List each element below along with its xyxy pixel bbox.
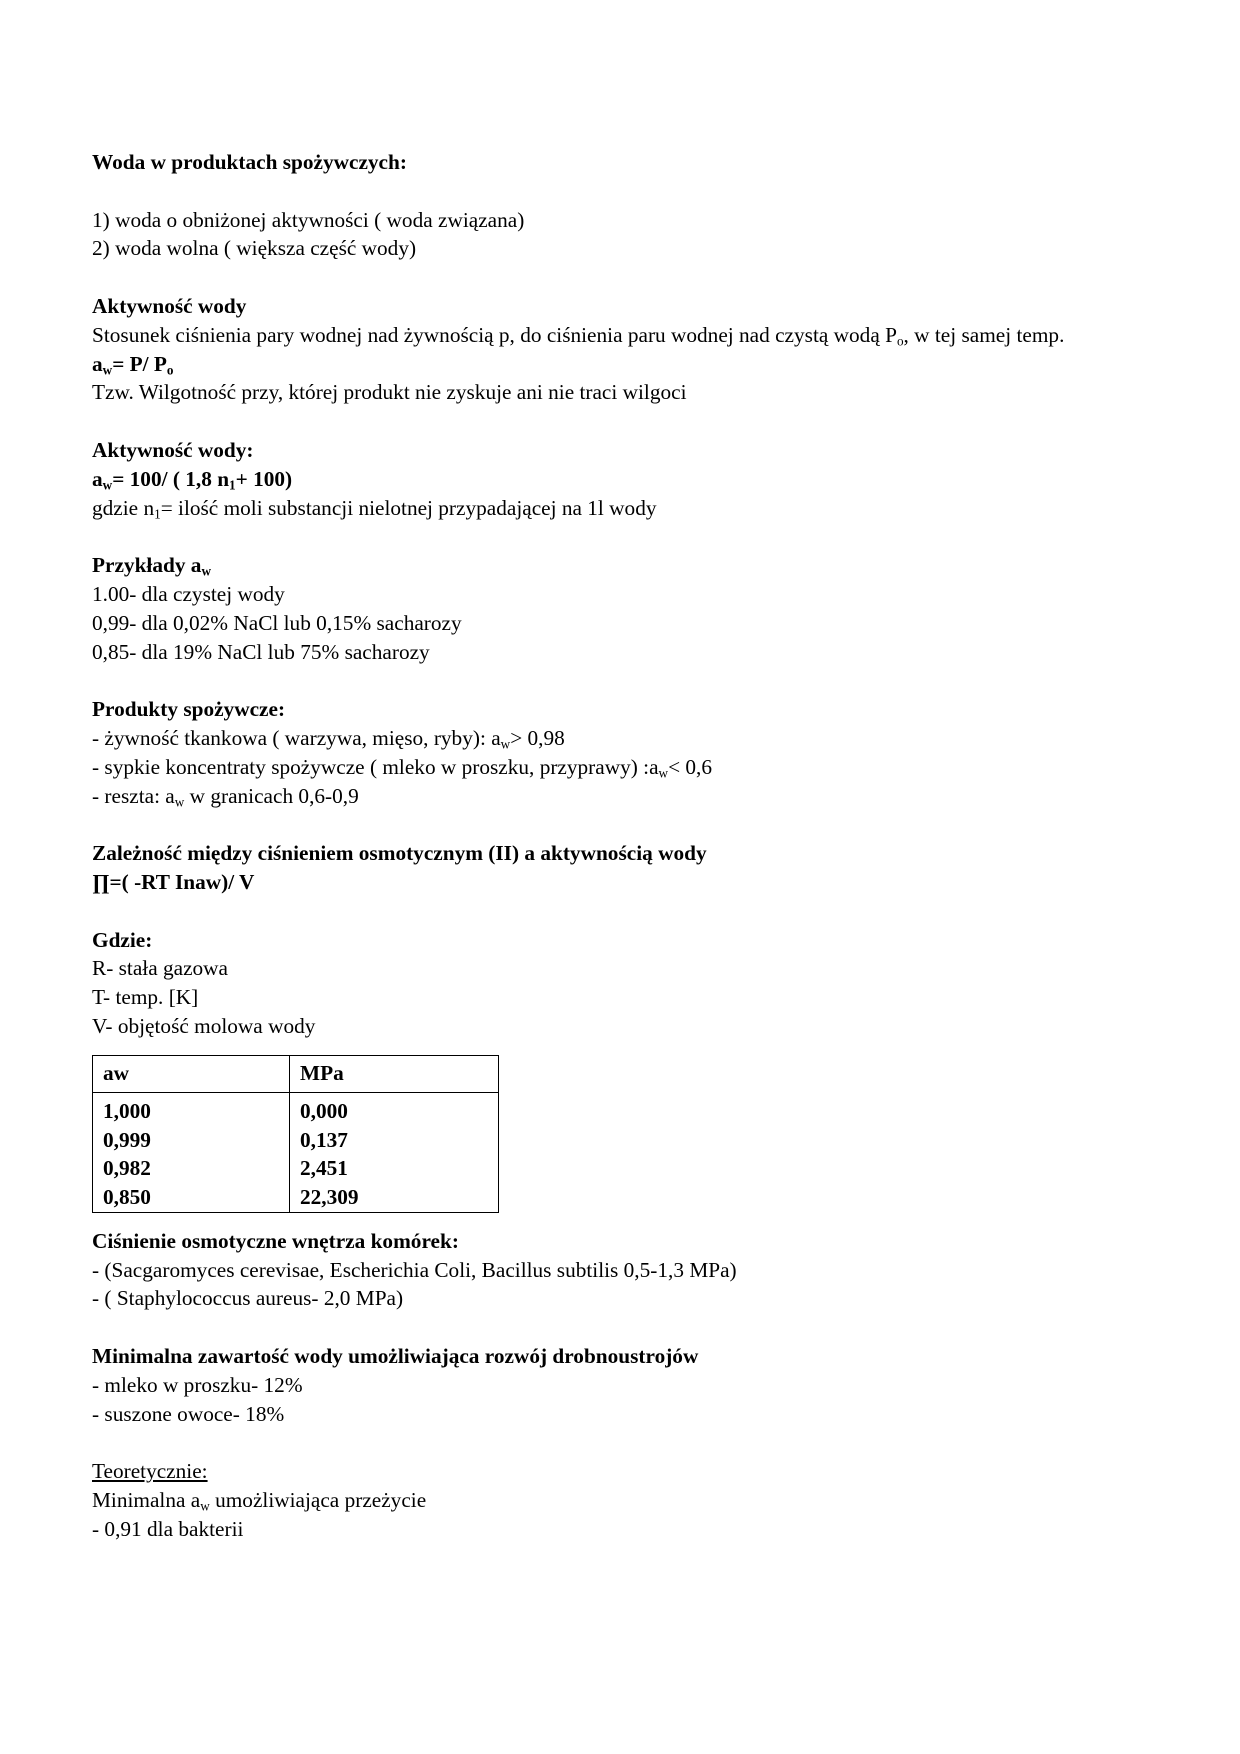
gdzie-item: V- objętość molowa wody [92, 1013, 316, 1038]
minimalna-item: - mleko w proszku- 12% [92, 1372, 303, 1397]
gdzie-item: R- stała gazowa [92, 956, 229, 981]
water-type-item: 1) woda o obniżonej aktywności ( woda związana) [92, 207, 525, 232]
aw-value: 0,999 [103, 1127, 151, 1152]
aktywnosc-where: gdzie $n_1=$ ilość moli substancji nielotnej przypadającej na 1l wody [92, 495, 657, 522]
aktywnosc-formula-2: $a_w= 100/$ ( 1,8 $n_1+ 100$) [92, 466, 293, 493]
table-header-aw: aw [93, 1055, 290, 1092]
mpa-value: 2,451 [300, 1156, 348, 1181]
aw-value: 0,982 [103, 1156, 151, 1181]
aktywnosc-formula: $a_w= P/$ $P_o$ [92, 351, 174, 378]
section-heading-aktywnosc-2: Aktywność wody: [92, 437, 254, 462]
section-heading-produkty: Produkty spożywcze: [92, 697, 286, 722]
cisnienie-item: - ( Staphylococcus aureus- 2,0 MPa) [92, 1286, 404, 1311]
przyklady-item: 1.00- dla czystej wody [92, 581, 285, 606]
aw-value: 0,850 [103, 1185, 151, 1210]
section-heading-cisnienie: Ciśnienie osmotyczne wnętrza komórek: [92, 1228, 459, 1253]
table-header-row [93, 1055, 499, 1092]
aktywnosc-note: Tzw. Wilgotność przy, której produkt nie zyskuje ani nie traci wilgoci [92, 380, 687, 405]
section-heading-teoretycznie: Teoretycznie: [92, 1459, 208, 1484]
przyklady-item: 0,85- dla 19% NaCl lub 75% sacharozy [92, 639, 430, 664]
table-cell-aw [93, 1092, 290, 1212]
gdzie-item: T- temp. [K] [92, 985, 199, 1010]
produkty-item: - sypkie koncentraty spożywcze ( mleko w proszku, przyprawy) $:a_w< 0,6$ [92, 754, 713, 781]
table-header-mpa: MPa [290, 1055, 499, 1092]
aw-mpa-table [92, 1055, 499, 1213]
document-title: Woda w produktach spożywczych: [92, 150, 407, 174]
teoretycznie-item: - 0,91 dla bakterii [92, 1516, 244, 1541]
zaleznosc-formula: ∏=( -RT Inaw)/ V [92, 869, 255, 894]
table-cell-mpa [290, 1092, 499, 1212]
section-heading-gdzie: Gdzie: [92, 927, 153, 952]
water-type-item: 2) woda wolna ( większa część wody) [92, 236, 417, 261]
mpa-value: 22,309 [300, 1185, 359, 1210]
produkty-item: - reszta: $a_w$ w granicach 0,6-0,9 [92, 783, 359, 810]
mpa-value: 0,137 [300, 1127, 348, 1152]
section-heading-zaleznosc: Zależność między ciśnieniem osmotycznym (II) a aktywnością wody [92, 841, 707, 866]
teoretycznie-line: Minimalna $a_w$ umożliwiająca przeżycie [92, 1488, 427, 1514]
section-heading-minimalna: Minimalna zawartość wody umożliwiająca rozwój drobnoustrojów [92, 1344, 699, 1369]
przyklady-item: 0,99- dla 0,02% NaCl lub 0,15% sacharozy [92, 610, 462, 635]
aw-value: 1,000 [103, 1098, 151, 1123]
document-content [92, 148, 1092, 1544]
section-heading-aktywnosc: Aktywność wody [92, 293, 247, 318]
section-heading-przyklady: Przykłady $a_w$ [92, 553, 211, 579]
mpa-value: 0,000 [300, 1098, 348, 1123]
table-row [93, 1092, 499, 1212]
aktywnosc-definition: Stosunek ciśnienia pary wodnej nad żywnością p, do ciśnienia paru wodnej nad czystą wodą $P_o$, w tej samej temp. [92, 322, 1065, 349]
produkty-item: - żywność tkankowa ( warzywa, mięso, ryby): $a_w> 0,98$ [92, 725, 565, 752]
minimalna-item: - suszone owoce- 18% [92, 1401, 285, 1426]
cisnienie-item: - (Sacgaromyces cerevisae, Escherichia Coli, Bacillus subtilis 0,5-1,3 MPa) [92, 1257, 737, 1282]
